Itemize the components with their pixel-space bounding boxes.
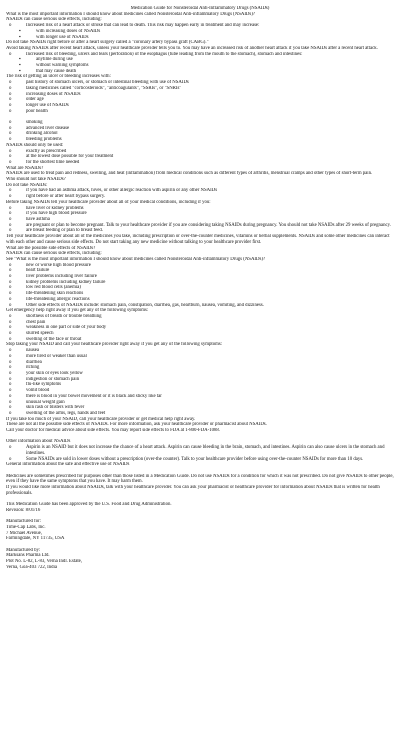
circle-bullet-icon: o <box>9 125 12 131</box>
bullet-text: Some NSAIDs are sold in lower doses without a prescription (over-the counter). Talk to your healthcare provider before using over-the-counter NSAIDs for more than 10 days. <box>26 456 364 462</box>
bullet-text: taking medicines called "corticosteroids", "anticoagulants", "SSRIs", or "SNRIs" <box>26 85 182 91</box>
paragraph-text: Farmingdale, NY 11735, USA <box>6 536 65 542</box>
circle-bullet-icon: o <box>9 97 12 103</box>
bullet-text: poor health <box>26 108 48 114</box>
paragraph-text: NSAIDs should only be used: <box>6 142 64 148</box>
circle-bullet-icon: o <box>9 370 12 376</box>
paragraph-text: Medicines are sometimes prescribed for purposes other than those listed in a Medication Guide. Do not use NSAIDs for a condition for which it was not prescribed. Do not give NSAIDs to other people, even if they have the same symptoms that you have. It may harm them. <box>6 473 394 485</box>
circle-bullet-icon: o <box>9 102 12 108</box>
circle-bullet-icon: o <box>9 313 12 319</box>
circle-bullet-icon: o <box>9 296 12 302</box>
paragraph-text: Time-Cap Labs, Inc. <box>6 524 46 530</box>
circle-bullet-icon: o <box>9 154 12 160</box>
bullet-item <box>6 228 394 234</box>
bullet-text: increasing doses of NSAIDs <box>26 91 81 97</box>
circle-bullet-icon: o <box>9 148 12 154</box>
bullet-text: unusual weight gain <box>26 399 65 405</box>
circle-bullet-icon: o <box>9 279 12 285</box>
bullet-text: there is blood in your bowel movement or it is black and sticky like tar <box>26 393 162 399</box>
paragraph-text: NSAIDs are used to treat pain and redness, swelling, and heat (inflammation) from medical conditions such as different types of arthritis, menstrual cramps and other types of short-term pain. <box>6 171 373 177</box>
circle-bullet-icon: o <box>9 205 12 211</box>
circle-bullet-icon: o <box>9 228 12 234</box>
bullet-text: low red blood cells (anemia) <box>26 285 81 291</box>
bullet-text: life-threatening skin reactions <box>26 291 84 297</box>
circle-bullet-icon: o <box>9 285 12 291</box>
bullet-text: advanced liver disease <box>26 125 70 131</box>
circle-bullet-icon: o <box>9 159 12 165</box>
circle-bullet-icon: o <box>9 137 12 143</box>
paragraph-text: Avoid taking NSAIDs after recent heart attack, unless your healthcare provider tells you to. You may have an increased risk of another heart attack if you take NSAIDs after a recent heart attack. <box>6 45 378 51</box>
paragraph-text: Revision: 8/01/16 <box>6 507 41 513</box>
bullet-text: that may cause death <box>36 68 77 74</box>
sub-bullet-item <box>6 69 394 75</box>
paragraph-text: Stop taking your NSAID and call your healthcare provider right away if you get any of the following symptoms: <box>6 342 223 348</box>
paragraph-text: Other information about NSAIDs <box>6 439 71 445</box>
bullet-text: weakness in one part or side of your body <box>26 325 107 331</box>
bullet-text: have asthma <box>26 217 50 222</box>
bullet-text: exactly as prescribed <box>26 148 67 154</box>
circle-bullet-icon: o <box>9 222 12 228</box>
paragraph-text: 7 Michael Avenue, <box>6 530 43 536</box>
bullet-text: swelling of the face or throat <box>26 336 82 342</box>
bullet-item <box>6 194 394 200</box>
circle-bullet-icon: o <box>9 120 12 126</box>
circle-bullet-icon: o <box>9 131 12 137</box>
circle-bullet-icon: o <box>9 274 12 280</box>
circle-bullet-icon: o <box>9 336 12 342</box>
bullet-text: longer use of NSAIDs <box>26 102 69 108</box>
bullet-text: are pregnant or plan to become pregnant. Talk to your healthcare provider if you are considering taking NSAIDs during pregnancy. You should not take NSAIDs after 29 weeks of pregnancy. <box>26 222 391 228</box>
paragraph-text: What are the possible side effects of NSAIDs? <box>6 245 96 251</box>
circle-bullet-icon: o <box>9 188 12 194</box>
bullet-item <box>6 137 394 143</box>
bullet-item <box>6 445 394 456</box>
bullet-text: swelling of the arms, legs, hands and feet <box>26 410 106 416</box>
bullet-text: shortness of breath or trouble breathing <box>26 313 102 319</box>
circle-bullet-icon: o <box>9 382 12 388</box>
bullet-text: liver problems including liver failure <box>26 274 97 280</box>
circle-bullet-icon: o <box>9 108 12 114</box>
circle-bullet-icon: o <box>9 353 12 359</box>
bullet-text: right before or after heart bypass surgery. <box>26 194 106 200</box>
bullet-text: if you have high blood pressure <box>26 211 87 217</box>
paragraph-text: Do not take NSAIDs: <box>6 182 48 188</box>
bullet-item <box>6 109 394 115</box>
sub-bullet-item <box>6 35 394 41</box>
bullet-text: diarrhea <box>26 359 42 365</box>
paragraph-text: Get emergency help right away if you get any of the following symptoms: <box>6 308 149 314</box>
circle-bullet-icon: o <box>9 268 12 274</box>
paragraph-text: What is the most important information I should know about medicines called Nonsteroidal Anti-inflammatory Drugs (NSAIDs)? <box>6 11 255 17</box>
bullet-text: indigestion or stomach pain <box>26 376 80 382</box>
paragraph-text: The risk of getting an ulcer or bleeding increases with: <box>6 74 111 80</box>
circle-bullet-icon: o <box>9 262 12 268</box>
bullet-text: drinking alcohol <box>26 131 58 137</box>
bullet-text: nausea <box>26 348 40 354</box>
circle-bullet-icon: o <box>9 388 12 394</box>
bullet-text: chest pain <box>26 319 46 325</box>
bullet-text: Aspirin is an NSAID but it does not increase the chance of a heart attack. Aspirin can cause bleeding in the brain, stomach, and intestines. Aspirin can also cause ulcers in the stomach and intestines. <box>26 445 385 456</box>
bullet-item <box>6 411 394 417</box>
paragraph-text: Do not take NSAIDs right before or after a heart surgery called a "coronary artery bypass graft (CABG)." <box>6 40 209 46</box>
paragraph-text: Before taking NSAIDs tell your healthcare provider about all of your medical conditions, including if you: <box>6 199 211 205</box>
circle-bullet-icon: o <box>9 376 12 382</box>
bullet-text: with increasing doses of NSAIDs <box>36 28 101 34</box>
paragraph-text: Manufactured by: <box>6 547 41 553</box>
bullet-text: for the shortest time needed <box>26 159 80 165</box>
bullet-text: itching <box>26 365 40 371</box>
paragraph-text: What are NSAIDs? <box>6 165 44 171</box>
circle-bullet-icon: o <box>9 211 12 217</box>
bullet-text: life-threatening allergic reactions <box>26 296 90 302</box>
bullet-text: anytime during use <box>36 57 73 63</box>
circle-bullet-icon: o <box>9 80 12 86</box>
bullet-item <box>6 303 394 309</box>
paragraph-text: Call your doctor for medical advice about side effects. You may report side effects to FDA at 1-800-FDA-1088. <box>6 428 221 434</box>
bullet-text: are breast feeding or plan to breast feed. <box>26 228 103 234</box>
circle-bullet-icon: o <box>9 405 12 411</box>
bullet-text: skin rash or blisters with fever <box>26 405 85 411</box>
paragraph-text: If you would like more information about NSAIDs, talk with your healthcare provider. You can ask your pharmacist or healthcare provider for information about NSAIDs that is written for health professionals. <box>6 485 380 496</box>
circle-bullet-icon: o <box>9 85 12 91</box>
bullet-text: flu-like symptoms <box>26 382 62 388</box>
bullet-text: have liver or kidney problems <box>26 205 84 211</box>
bullet-text: Other side effects of NSAIDs include: stomach pain, constipation, diarrhea, gas, heartburn, nausea, vomiting, and dizziness. <box>26 302 264 308</box>
circle-bullet-icon: o <box>9 331 12 337</box>
paragraph-text: Marksans Pharma Ltd. <box>6 553 50 559</box>
square-bullet-icon: ▪ <box>19 68 21 74</box>
bullet-text: smoking <box>26 120 43 126</box>
bullet-text: if you have had an asthma attack, hives, or other allergic reaction with aspirin or any other NSAIDs <box>26 188 218 194</box>
bullet-text: bleeding problems <box>26 137 62 143</box>
circle-bullet-icon: o <box>9 456 12 462</box>
bullet-text: older age <box>26 97 44 103</box>
paragraph-text: Plot No. L-82, L-83, Verna Indl. Estate, <box>6 559 82 565</box>
paragraph-text: If you take too much of your NSAID, call your healthcare provider or get medical help right away. <box>6 416 196 422</box>
bullet-text: with longer use of NSAIDs <box>36 34 89 40</box>
circle-bullet-icon: o <box>9 302 12 308</box>
bullet-text: at the lowest dose possible for your treatment <box>26 154 114 160</box>
bullet-text: Increased risk of a heart attack or stroke that can lead to death. This risk may happen early in treatment and may increase: <box>26 23 260 29</box>
circle-bullet-icon: o <box>9 91 12 97</box>
circle-bullet-icon: o <box>9 325 12 331</box>
bullet-text: kidney problems including kidney failure <box>26 279 106 285</box>
bullet-item <box>6 160 394 166</box>
bullet-item <box>6 457 394 463</box>
circle-bullet-icon: o <box>9 348 12 354</box>
document-body <box>6 12 394 571</box>
bullet-text: slurred speech <box>26 331 54 337</box>
bullet-text: new or worse high blood pressure <box>26 262 91 268</box>
bullet-text: heart failure <box>26 268 50 274</box>
circle-bullet-icon: o <box>9 399 12 405</box>
paragraph-text: See "What is the most important information I should know about medicines called Nonsteroidal Anti-inflammatory Drugs (NSAIDs)? <box>6 256 266 262</box>
paragraph-text: General information about the safe and effective use of NSAIDs <box>6 462 130 468</box>
paragraph-text: This Medication Guide has been approved by the U.S. Food and Drug Administration. <box>6 502 172 508</box>
square-bullet-icon: ▪ <box>19 57 21 63</box>
paragraph-text: Tell your healthcare provider about all of the medicines you take, including prescription or over-the-counter medicines, vitamins or herbal supplements. NSAIDs and some other medicines can interact with each other and cause serious side effects. Do not start taking any new medicine without talking to your healthcare provider first. <box>6 234 390 245</box>
circle-bullet-icon: o <box>9 51 12 57</box>
bullet-text: Increased risk of bleeding, ulcers and tears (perforation) of the esophagus (tube leading from the mouth to the stomach), stomach and intestines: <box>26 51 303 57</box>
paragraph-text: Manufactured for: <box>6 519 42 525</box>
paragraph-text: Who should not take NSAIDs? <box>6 177 66 183</box>
circle-bullet-icon: o <box>9 365 12 371</box>
paragraph-text: NSAIDs can cause serious side effects, including: <box>6 251 102 257</box>
circle-bullet-icon: o <box>9 359 12 365</box>
bullet-text: your skin or eyes look yellow <box>26 370 83 376</box>
circle-bullet-icon: o <box>9 291 12 297</box>
square-bullet-icon: ▪ <box>19 63 21 69</box>
circle-bullet-icon: o <box>9 319 12 325</box>
circle-bullet-icon: o <box>9 217 12 222</box>
bullet-text: vomit blood <box>26 388 50 394</box>
paragraph-text: Verna, Goa-403 722, India <box>6 564 58 570</box>
circle-bullet-icon: o <box>9 23 12 29</box>
bullet-text: more tired or weaker than usual <box>26 353 87 359</box>
circle-bullet-icon: o <box>9 194 12 200</box>
circle-bullet-icon: o <box>9 393 12 399</box>
bullet-item <box>6 337 394 343</box>
bullet-text: without warning symptoms <box>36 63 89 69</box>
circle-bullet-icon: o <box>9 445 12 451</box>
circle-bullet-icon: o <box>9 410 12 416</box>
paragraph-text: NSAIDs can cause serious side effects, including: <box>6 17 102 23</box>
bullet-text: past history of stomach ulcers, or stomach or intestinal bleeding with use of NSAIDs <box>26 80 189 86</box>
paragraph-text: These are not all the possible side effects of NSAIDs. For more information, ask your healthcare provider or pharmacist about NSAIDs. <box>6 422 267 428</box>
document-title: Medication Guide for Nonsteroidal Anti-Inflammatory Drugs (NSAIDs) <box>130 6 270 11</box>
square-bullet-icon: ▪ <box>19 34 21 40</box>
square-bullet-icon: ▪ <box>19 28 21 34</box>
